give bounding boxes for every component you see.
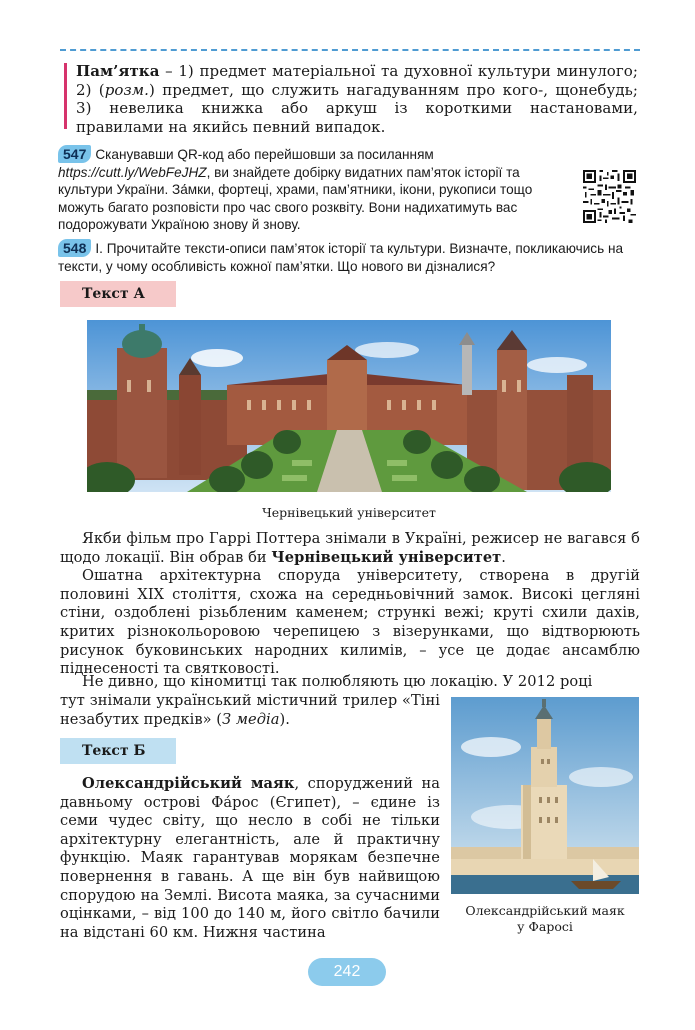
text-b-paragraph-1 xyxy=(60,775,440,942)
text-a-body xyxy=(60,530,640,679)
exercise-number-547: 547 xyxy=(58,145,91,163)
definition-part1: – 1) предмет матеріальної та духовної культури минулого; 2) ( xyxy=(76,62,638,99)
definition-part2: ) предмет, що служить нагадуванням про кого-, щонебудь; 3) невелика книжка або аркуш із короткими настановами, правилами на якийсь певний випадок. xyxy=(76,80,638,136)
exercise-547 xyxy=(58,145,578,234)
text-a-p1-before: Якби фільм про Гаррі Поттера знімали в Україні, режисер не вагався б щодо локації. Він обрав би xyxy=(60,530,640,566)
text-a-p1-bold: Чернівецький університет xyxy=(271,548,502,566)
qr-code-icon[interactable] xyxy=(583,170,636,223)
photo-b-caption-line2: у Фаросі xyxy=(517,918,573,934)
definition-rozm: розм. xyxy=(104,80,149,99)
text-a-paragraph-1 xyxy=(60,530,640,567)
exercise-547-text-before: Сканувавши QR-код або перейшовши за посиланням xyxy=(95,147,434,162)
exercise-547-link[interactable]: https://cutt.ly/WebFeJHZ xyxy=(58,164,207,180)
definition-accent-bar xyxy=(64,63,67,129)
text-b-p1-bold: Олександрійський маяк xyxy=(82,775,295,792)
text-a-label: Текст А xyxy=(60,281,176,307)
text-a-p3-before: тут знімали український містичний трилер «Тіні незабутих предків» ( xyxy=(60,692,440,728)
text-b-p1-text: , споруджений на давньому острові Фа́рос (Єгипет), – єдине із семи чудес світу, що несло в собі не тільки архітектурну елегантність, але й практичну функцію. Маяк гарантував морякам безпечне повернення в гавань. А ще він був найвищою спорудою на Землі. Висота маяка, за сучасними оцінками, – від 100 до 140 м, його світло бачили на відстані 60 км. Нижня частина xyxy=(60,775,440,941)
photo-b-caption-line1: Олександрійський маяк xyxy=(465,903,625,918)
text-a-p3-after: ). xyxy=(279,710,290,728)
photo-a-caption: Чернівецький університет xyxy=(262,505,436,520)
exercise-548 xyxy=(58,239,640,275)
exercise-547-text-after: , ви знайдете добірку видатних пам’яток історії та культури України. За́мки, фортеці, храми, пам’ятники, ікони, рукописи тощо можуть багато розповісти про час свого розквіту. Вони надихатимуть вас подорожувати Україною знову й знову. xyxy=(58,164,533,232)
text-b-body xyxy=(60,775,440,942)
definition-block xyxy=(76,62,638,136)
definition-term: Пам’ятка xyxy=(76,62,160,80)
chernivtsi-university-photo xyxy=(87,320,611,492)
exercise-number-548: 548 xyxy=(58,239,91,257)
exercise-548-text: I. Прочитайте тексти-описи пам’яток історії та культури. Визначте, покликаючись на тексти, у чому особливість кожної пам’ятки. Що нового ви дізналися? xyxy=(58,241,624,274)
alexandria-lighthouse-illustration xyxy=(451,697,639,894)
text-a-paragraph-3-rest-wrap xyxy=(60,692,440,729)
text-a-paragraph-3-rest xyxy=(60,692,440,729)
photo-b-caption xyxy=(451,903,639,934)
text-a-p3-italic: З медіа xyxy=(222,710,280,728)
page-number: 242 xyxy=(308,958,386,986)
text-a-paragraph-3-line1-wrap xyxy=(60,673,640,692)
top-dashed-divider xyxy=(60,49,640,51)
text-a-p1-after: . xyxy=(501,548,506,566)
text-a-paragraph-3-line1: Не дивно, що кіномитці так полюбляють цю локацію. У 2012 році xyxy=(82,673,593,690)
text-a-paragraph-2: Ошатна архітектурна споруда університету, створена в другій половині XIX століття, схожа на середньовічний замок. Високі цегляні стіни, оздоблені різьбленим каменем; стрункі вежі; круті схили дахів, критих різнокольоровою черепицею з візерунками, що відтворюють рисунок буковинських народних килимів, – усе це додає ансамблю піднесеності та святковості. xyxy=(60,567,640,678)
text-b-label: Текст Б xyxy=(60,738,176,764)
